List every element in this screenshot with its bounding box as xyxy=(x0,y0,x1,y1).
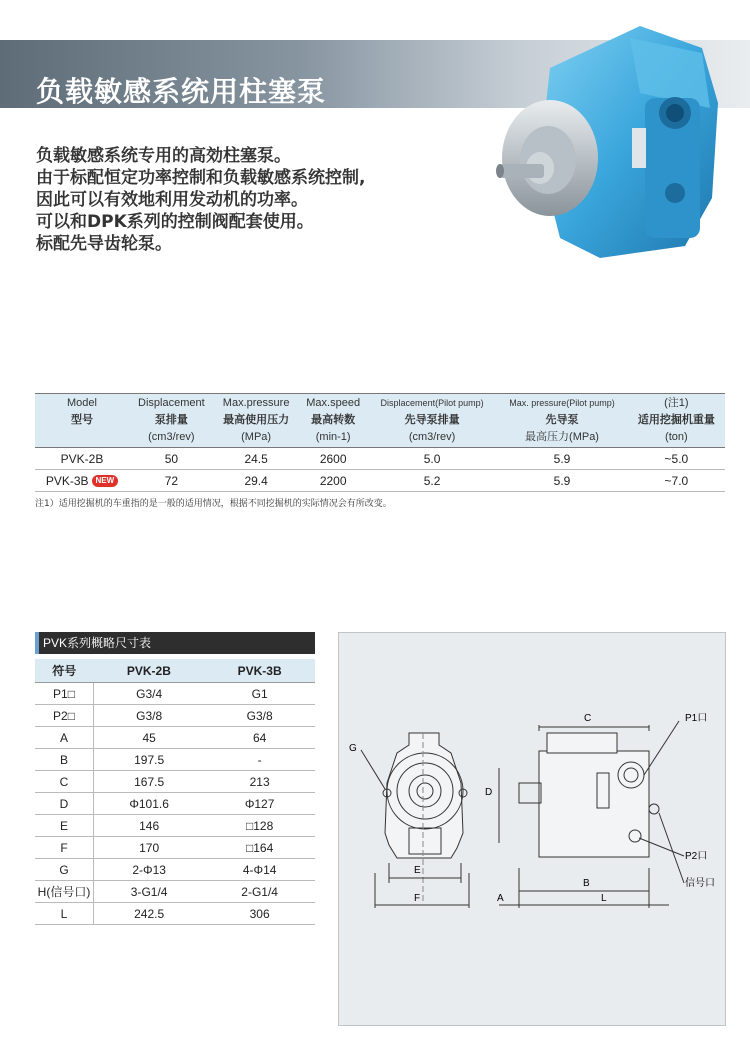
dim-label-L: L xyxy=(601,893,607,904)
dim-key: P2□ xyxy=(35,705,94,727)
dim-cell: - xyxy=(204,749,315,771)
dim-cell: 242.5 xyxy=(94,903,205,925)
spec-header-cell: Max. pressure(Pilot pump) 先导泵 最高压力(MPa) xyxy=(496,394,627,448)
port-label-p2: P2口 xyxy=(685,851,708,862)
spec-cell: ~5.0 xyxy=(628,448,725,470)
port-label-p1: P1口 xyxy=(685,713,708,724)
spec-cell: 2600 xyxy=(299,448,368,470)
dim-row xyxy=(35,705,315,727)
drawing-svg xyxy=(339,633,725,1025)
dim-label-E: E xyxy=(414,865,421,876)
spec-cell: 24.5 xyxy=(214,448,299,470)
dim-row xyxy=(35,727,315,749)
spec-cell: 2200 xyxy=(299,470,368,492)
dim-cell: 197.5 xyxy=(94,749,205,771)
intro-line: 可以和DPK系列的控制阀配套使用。 xyxy=(36,212,314,232)
dim-label-F: F xyxy=(414,893,421,904)
dim-row xyxy=(35,903,315,925)
dim-key: A xyxy=(35,727,94,749)
spec-header-cell: Displacement(Pilot pump) 先导泵排量 (cm3/rev) xyxy=(368,394,496,448)
dim-key: E xyxy=(35,815,94,837)
spec-header-cell: Max.pressure 最高使用压力 (MPa) xyxy=(214,394,299,448)
dim-row xyxy=(35,749,315,771)
dim-key: D xyxy=(35,793,94,815)
dim-key: P1□ xyxy=(35,683,94,705)
spec-model-cell xyxy=(35,470,129,492)
dim-cell: 4-Φ14 xyxy=(204,859,315,881)
dim-cell: 3-G1/4 xyxy=(94,881,205,903)
dim-cell: 64 xyxy=(204,727,315,749)
spec-model: PVK-3B xyxy=(45,473,89,488)
dim-cell: 170 xyxy=(94,837,205,859)
dim-row xyxy=(35,837,315,859)
dim-cell: 146 xyxy=(94,815,205,837)
dim-key: B xyxy=(35,749,94,771)
side-view xyxy=(499,721,684,908)
intro-text xyxy=(36,145,365,255)
dim-header-cell: PVK-2B xyxy=(94,659,205,683)
spec-header-cell: Model 型号 xyxy=(35,394,129,448)
intro-line: 因此可以有效地利用发动机的功率。 xyxy=(36,190,308,210)
dim-cell: □164 xyxy=(204,837,315,859)
port-label-signal: 信号口 xyxy=(685,878,715,889)
spec-cell: ~7.0 xyxy=(628,470,725,492)
spec-header-cell: (注1) 适用挖掘机重量 (ton) xyxy=(628,394,725,448)
dim-row xyxy=(35,793,315,815)
spec-header-cell: Displacement 泵排量 (cm3/rev) xyxy=(129,394,214,448)
dim-cell: 2-G1/4 xyxy=(204,881,315,903)
dim-row xyxy=(35,881,315,903)
dim-table xyxy=(35,659,315,925)
spec-model: PVK-2B xyxy=(35,448,129,470)
dim-row xyxy=(35,859,315,881)
dim-label-G: G xyxy=(349,743,357,754)
dim-cell: 306 xyxy=(204,903,315,925)
dim-label-C: C xyxy=(584,713,592,724)
spec-cell: 29.4 xyxy=(214,470,299,492)
dim-row xyxy=(35,771,315,793)
dim-cell: G1 xyxy=(204,683,315,705)
dim-cell: 2-Φ13 xyxy=(94,859,205,881)
spec-footnote: 注1）适用挖掘机的车重指的是一般的适用情况，根据不同挖掘机的实际情况会有所改变。 xyxy=(35,499,392,509)
spec-cell: 5.2 xyxy=(368,470,496,492)
spec-cell: 5.9 xyxy=(496,448,627,470)
spec-cell: 5.0 xyxy=(368,448,496,470)
dim-row xyxy=(35,683,315,705)
dim-cell: 45 xyxy=(94,727,205,749)
dim-cell: □128 xyxy=(204,815,315,837)
dim-key: F xyxy=(35,837,94,859)
new-badge: NEW xyxy=(92,475,119,487)
spec-cell: 72 xyxy=(129,470,214,492)
dim-cell: 213 xyxy=(204,771,315,793)
spec-cell: 50 xyxy=(129,448,214,470)
dim-label-B: B xyxy=(583,878,590,889)
spec-header-cell: Max.speed 最高转数 (min-1) xyxy=(299,394,368,448)
intro-line: 标配先导齿轮泵。 xyxy=(36,234,172,254)
dim-cell: G3/8 xyxy=(204,705,315,727)
dim-key: C xyxy=(35,771,94,793)
dimension-drawing xyxy=(338,632,726,1026)
dim-cell: Φ127 xyxy=(204,793,315,815)
spec-table xyxy=(35,393,725,492)
dim-key: G xyxy=(35,859,94,881)
dim-header-cell: 符号 xyxy=(35,659,94,683)
pump-product-image xyxy=(480,8,730,278)
dim-label-D: D xyxy=(485,787,493,798)
dim-table-title: PVK系列概略尺寸表 xyxy=(35,632,315,654)
dim-row xyxy=(35,815,315,837)
intro-line: 由于标配恒定功率控制和负载敏感系统控制, xyxy=(36,168,366,188)
dim-cell: G3/4 xyxy=(94,683,205,705)
dim-header-row xyxy=(35,659,315,683)
dim-label-A: A xyxy=(497,893,504,904)
page-title: 负载敏感系统用柱塞泵 xyxy=(36,75,327,108)
spec-row xyxy=(35,470,725,492)
dim-key: L xyxy=(35,903,94,925)
dim-key: H(信号口) xyxy=(35,881,94,903)
front-view xyxy=(361,733,469,908)
spec-row xyxy=(35,448,725,470)
dim-cell: Φ101.6 xyxy=(94,793,205,815)
spec-cell: 5.9 xyxy=(496,470,627,492)
dim-header-cell: PVK-3B xyxy=(204,659,315,683)
spec-header-row xyxy=(35,394,725,448)
dim-cell: G3/8 xyxy=(94,705,205,727)
intro-line: 负载敏感系统专用的高効柱塞泵。 xyxy=(36,146,291,166)
dim-cell: 167.5 xyxy=(94,771,205,793)
